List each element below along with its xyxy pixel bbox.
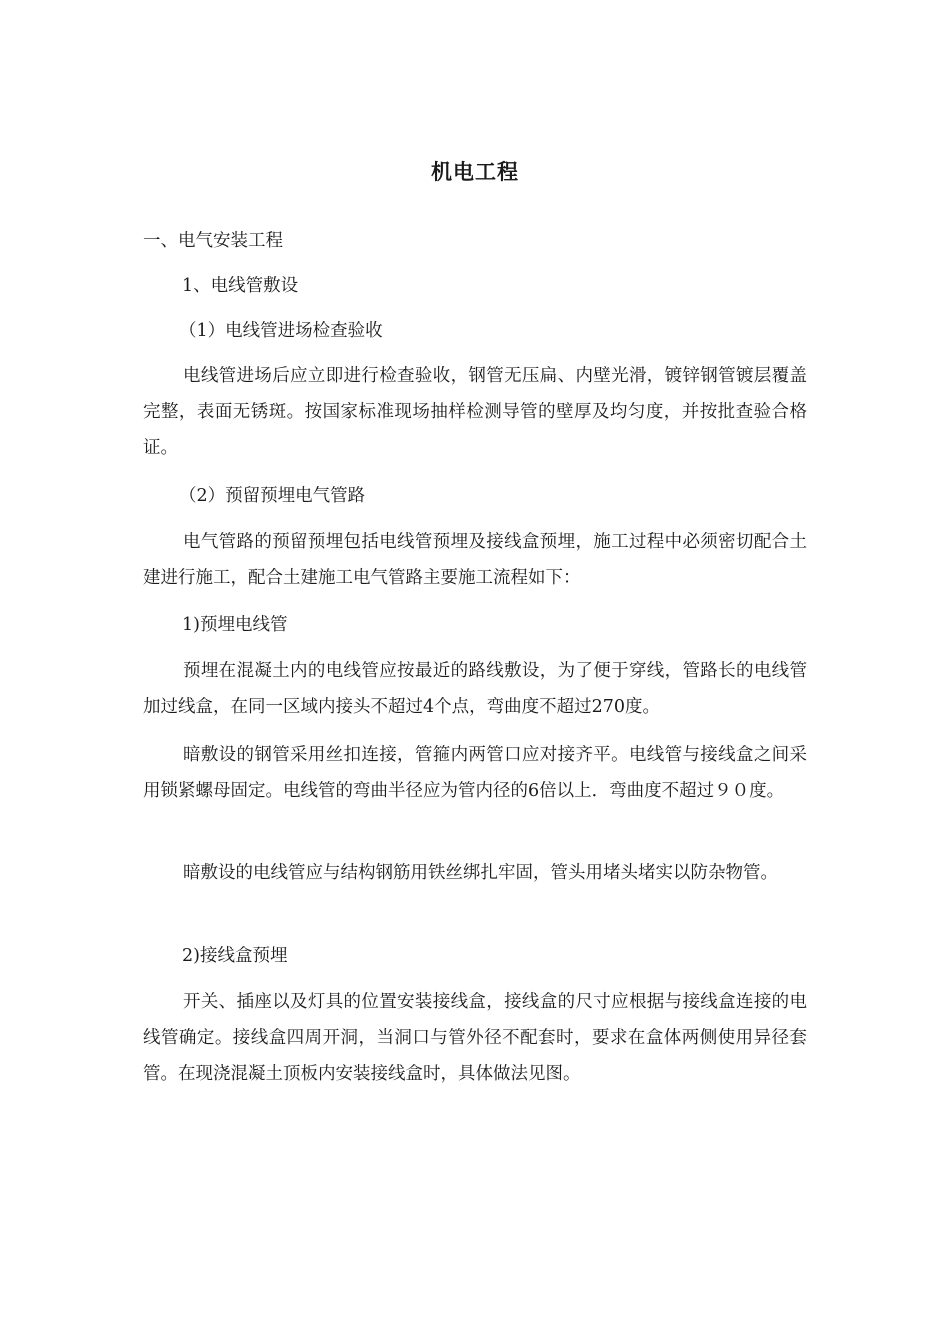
- paragraph: 暗敷设的电线管应与结构钢筋用铁丝绑扎牢固，管头用堵头堵实以防杂物管。: [183, 863, 778, 883]
- subsection-heading: 1、电线管敷设: [182, 276, 299, 296]
- step-heading: 1)预埋电线管: [182, 615, 288, 635]
- item-heading: （1）电线管进场检查验收: [179, 321, 383, 341]
- paragraph: 预埋在混凝土内的电线管应按最近的路线敷设，为了便于穿线，管路长的电线管加过线盒，在同一区域内接头不超过4个点，弯曲度不超过270度。: [143, 661, 807, 717]
- step-heading: 2)接线盒预埋: [182, 946, 288, 966]
- paragraph: 暗敷设的钢管采用丝扣连接，管箍内两管口应对接齐平。电线管与接线盒之间采用锁紧螺母固定。电线管的弯曲半径应为管内径的6倍以上．弯曲度不超过９０度。: [143, 745, 807, 801]
- paragraph: 电气管路的预留预埋包括电线管预埋及接线盒预埋，施工过程中必须密切配合土建进行施工，配合土建施工电气管路主要施工流程如下：: [143, 532, 807, 588]
- section-heading: 一、电气安装工程: [143, 231, 283, 251]
- paragraph: 电线管进场后应立即进行检查验收，钢管无压扁、内壁光滑，镀锌钢管镀层覆盖完整，表面无锈斑。按国家标准现场抽样检测导管的壁厚及均匀度，并按批查验合格证。: [143, 366, 807, 458]
- paragraph: 开关、插座以及灯具的位置安装接线盒，接线盒的尺寸应根据与接线盒连接的电线管确定。接线盒四周开洞，当洞口与管外径不配套时，要求在盒体两侧使用异径套管。在现浇混凝土顶板内安装接线盒时，具体做法见图。: [143, 992, 807, 1084]
- document-title: 机电工程: [431, 160, 519, 184]
- item-heading: （2）预留预埋电气管路: [179, 486, 366, 506]
